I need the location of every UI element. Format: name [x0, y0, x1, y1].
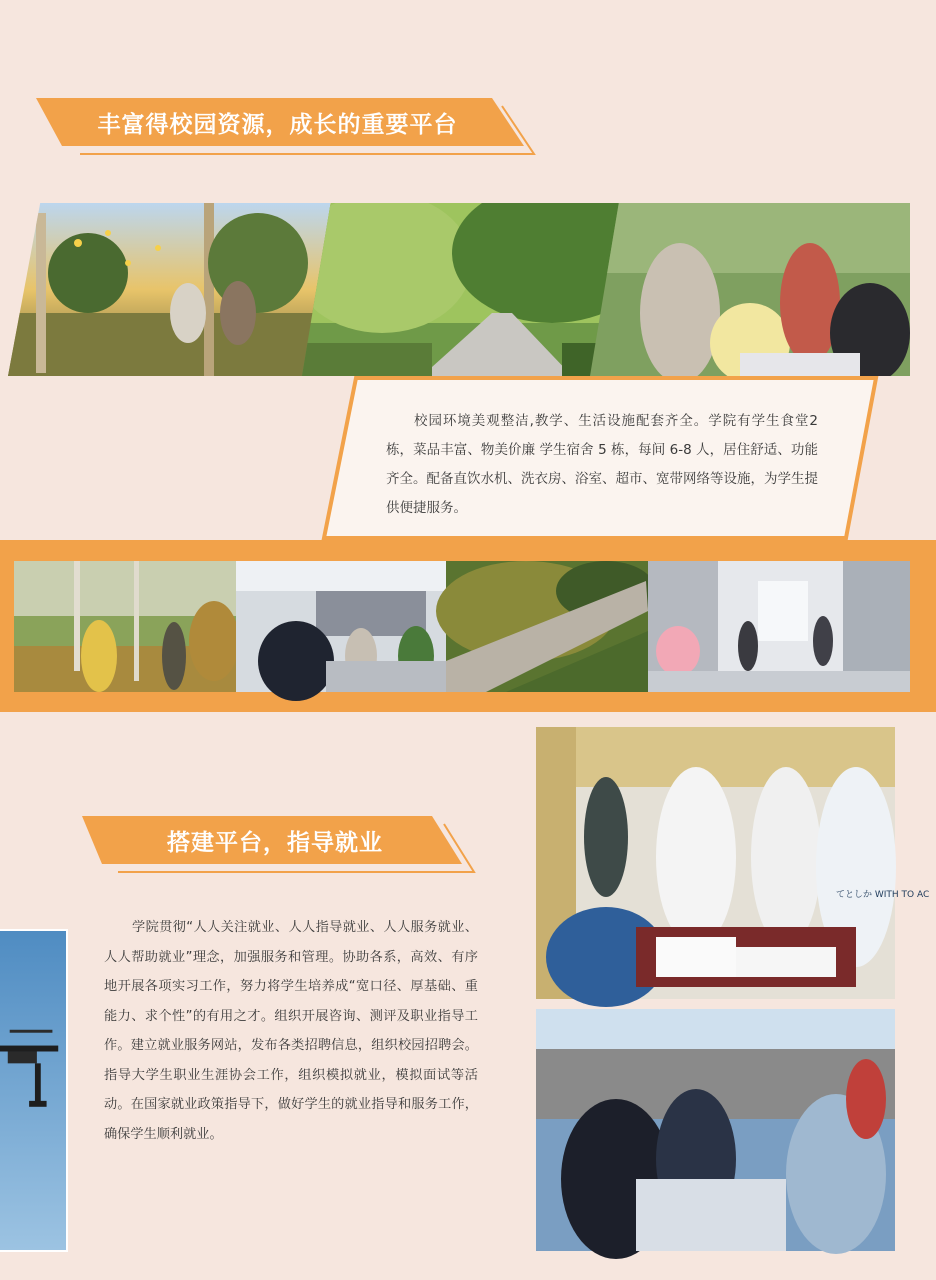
aerial-campus-photo [446, 561, 648, 692]
section2-title: 搭建平台，指导就业 [167, 829, 383, 856]
drone-photo [0, 929, 68, 1252]
job-fair-photo [536, 1009, 895, 1251]
student-reading-photo [14, 561, 236, 692]
dormitory-photo [648, 561, 910, 692]
library-photo [236, 561, 446, 692]
tree-lined-road-photo [302, 203, 620, 376]
section1-paragraph: 校园环境美观整洁,教学、生活设施配套齐全。学院有学生食堂2栋，菜品丰富、物美价廉 学生宿舍 5 栋，每间 6-8 人，居住舒适、功能齐全。配备直饮水机、洗衣房、浴室、超市、宽带网络等设施，为学生提供便捷服务。 [386, 413, 818, 516]
section2-banner [80, 814, 478, 876]
tshirt-print-text: てとしか WITH TO AC [836, 890, 930, 900]
students-studying-photo [590, 203, 910, 376]
section2-paragraph: 学院贯彻“人人关注就业、人人指导就业、人人服务就业、人人帮助就业”理念，加强服务和管理。协助各系，高效、有序地开展各项实习工作，努力将学生培养成“宽口径、厚基础、重能力、求个性”的有用之才。组织开展咨询、测评及职业指导工作。建立就业服务网站，发布各类招聘信息，组织校园招聘会。指导大学生职业生涯协会工作，组织模拟就业，模拟面试等活动。在国家就业政策指导下，做好学生的就业指导和服务工作，确保学生顺利就业。 [104, 920, 478, 1142]
section1-title: 丰富得校园资源，成长的重要平台 [97, 111, 458, 138]
autumn-campus-photo [8, 203, 330, 376]
section1-banner [34, 96, 539, 158]
registration-desk-photo [536, 727, 930, 999]
